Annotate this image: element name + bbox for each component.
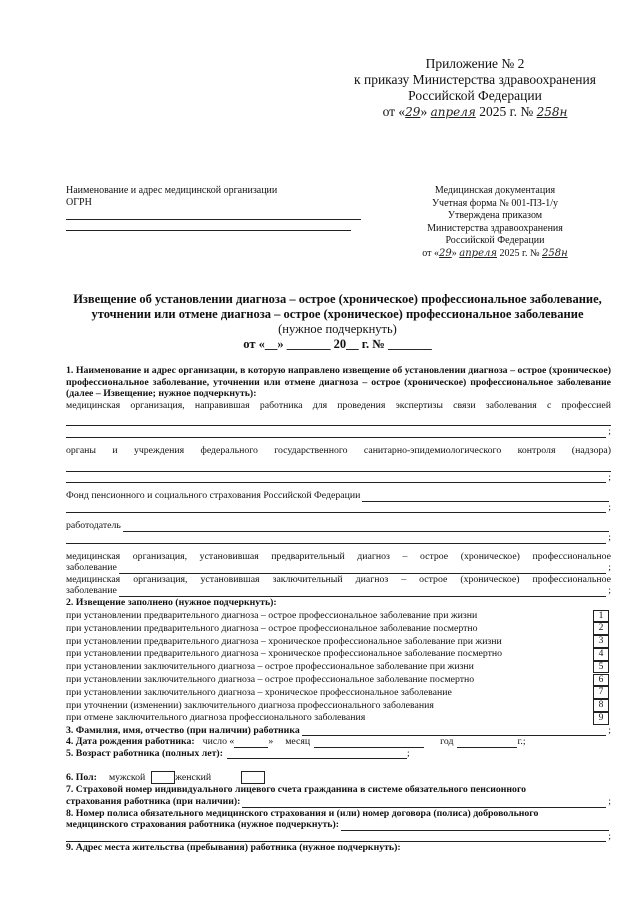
section-3-label: 3. Фамилия, имя, отчество (при наличии) работника [66,724,300,736]
org-name-label: Наименование и адрес медицинской организации [66,185,278,196]
item-3-field-a[interactable] [362,491,609,502]
gender-female-label: женский [175,772,212,784]
gender-male-label: мужской [108,772,146,784]
option-row[interactable]: при уточнении (изменении) заключительного диагноза профессионального заболевания 8 [66,699,611,712]
meddoc-handwritten-number: 258н [542,247,568,259]
title-line-2: уточнении или отмене диагноза – острое (хроническое) профессиональное заболевание [91,307,584,321]
gender-male-checkbox[interactable] [151,771,175,784]
option-number-box[interactable]: 3 [593,635,609,648]
option-number-box[interactable]: 5 [593,661,609,674]
option-number-box[interactable]: 2 [593,622,609,635]
section-1-item-2: органы и учреждения федерального государственного санитарно-эпидемиологического контроля (надзора) [66,444,611,456]
option-row[interactable]: при установлении предварительного диагноза – острое профессиональное заболевание при жизни 1 [66,610,611,623]
option-number-box[interactable]: 4 [593,648,609,661]
item-6-field[interactable] [119,586,606,597]
option-row[interactable]: при установлении заключительного диагноза – хроническое профессиональное заболевание 7 [66,686,611,699]
meddoc-line-1: Медицинская документация [434,185,556,196]
item-4-field-a[interactable] [123,521,609,532]
medical-doc-block [400,185,590,260]
gender-row [66,771,611,784]
section-1-item-1: медицинская организация, направившая работника для проведения экспертизы связи заболевания с профессией [66,399,611,411]
handwritten-month: апреля [430,105,476,119]
section-8-line-2: медицинского страхования работника (нужное подчеркнуть): [66,819,339,831]
meddoc-form-number: Учетная форма № 001-ПЗ-1/у [431,197,559,209]
appendix-date: от «29» апреля 2025 г. № 258н [382,104,568,119]
section-2-options [66,610,611,725]
section-9-label: 9. Адрес места жительства (пребывания) работника (нужное подчеркнуть): [66,842,401,854]
handwritten-number: 258н [536,105,568,119]
option-row[interactable]: при установлении заключительного диагноза – острое профессиональное заболевание при жизни 5 [66,661,611,674]
section-4-label: 4. Дата рождения работника: [66,736,195,748]
item-1-field-b[interactable] [66,427,606,438]
ogrn-label: ОГРН [66,197,92,208]
form-body: 1. Наименование и адрес организации, в которую направлено извещение об установлении диагноза – острое (хроническое) профессиональное заболевание, уточнении или отмене диагноза – острое (хроническое) профессиональное заболевание (далее – Извещение; нужное подчеркнуть): медицинская организация, направившая работника для проведения экспертизы связи заболевания с профессией ; органы и учреждения федерального государственного санитарно-эпидемиологического контроля (надзора) ; Фонд пенсионного и социального страхования Российской Федерации ; работодатель ; медицинская организация, установившая предварительный диагноз – острое (хроническое) профессиональное заболевание ; медицинская организация, установившая заключительный диагноз – острое (хроническое) профессиональное заболевание ; 2. Извещение заполнено (нужное подчеркнуть): при установлении предварительного диагноза – острое профессиональное заболевание при жизни 1 при установлении предварительного диагноза – острое профессиональное заболевание посмертно 2 при установлении предварительного диагноза – хроническое профессиональное заболевание при жизни 3 при установлении предварительного диагноза – хроническое профессиональное заболевание посмертно 4 при установлении заключительного диагноза – острое профессиональное заболевание при жизни 5 при установлении заключительного диагноза – острое профессиональное заболевание посмертно 6 при установлении заключительного диагноза – хроническое профессиональное заболевание 7 при уточнении (изменении) заключительного диагноза профессионального заболевания 8 при отмене заключительного диагноза профессионального заболевания 9 3. Фамилия, имя, отчество (при наличии) работника ; 4. Дата рождения работника: число « » месяц год г.; 5. Возраст работника (полных лет): ; 6. Пол: мужской женский 7. Страховой номер индивидуального лицевого счета гражданина в системе обязательного пенсионного страхования работника (при наличии): ; 8. Номер полиса обязательного медицинского страхования и (или) номер договора (полиса) добровольного медицинского страхования работника (нужное подчеркнуть): ; 9. Адрес места жительства (пребывания) работника (нужное подчеркнуть): [66,365,611,854]
section-1-item-4: работодатель [66,520,121,532]
section-7-line-1: 7. Страховой номер индивидуального лицевого счета гражданина в системе обязательного пенсионного [66,784,527,796]
age-field[interactable] [227,749,407,759]
title-line-1: Извещение об установлении диагноза – острое (хроническое) профессиональное заболевание, [73,292,602,306]
section-1-heading: 1. Наименование и адрес организации, в которую направлено извещение об установлении диагноза – острое (хроническое) профессиональное заболевание, уточнении или отмене диагноза – острое (хроническое) профессиональное заболевание (далее – Извещение; нужное подчеркнуть): [66,365,611,400]
option-row[interactable]: при отмене заключительного диагноза профессионального заболевания 9 [66,712,611,725]
meddoc-line-5: Российской Федерации [445,235,545,246]
section-7-line-2: страхования работника (при наличии): [66,796,241,808]
option-row[interactable]: при установлении предварительного диагноза – хроническое профессиональное заболевание при жизни 3 [66,635,611,648]
birth-month-field[interactable] [314,738,424,748]
option-row[interactable]: при установлении предварительного диагноза – острое профессиональное заболевание посмертно 2 [66,622,611,635]
handwritten-day: 29 [405,105,421,119]
item-4-field-b[interactable] [66,533,606,544]
section-2-heading: 2. Извещение заполнено (нужное подчеркнуть): [66,596,277,608]
option-number-box[interactable]: 7 [593,686,609,699]
appendix-line-3: Российской Федерации [408,88,542,103]
org-address-field[interactable] [66,220,351,231]
worker-name-field[interactable] [302,725,607,736]
document-title [60,292,615,352]
title-date-number: от «__» _______ 20__ г. № _______ [243,337,432,351]
meddoc-handwritten-day: 29 [439,247,452,259]
appendix-line-1: Приложение № 2 [425,56,525,71]
section-8-line-1: 8. Номер полиса обязательного медицинского страхования и (или) номер договора (полиса) добровольного [66,807,539,819]
org-name-block [66,185,366,231]
appendix-line-2: к приказу Министерства здравоохранения [354,72,596,87]
gender-female-checkbox[interactable] [241,771,265,784]
meddoc-handwritten-month: апреля [459,247,497,259]
option-number-box[interactable]: 6 [593,674,609,687]
birth-day-field[interactable] [234,738,268,748]
meddoc-line-3: Утверждена приказом [447,210,543,221]
item-2-field-b[interactable] [66,472,606,483]
section-5-label: 5. Возраст работника (полных лет): [66,747,223,759]
item-2-field-a[interactable] [66,458,611,472]
appendix-header [340,56,610,120]
item-1-field-a[interactable] [66,412,611,426]
section-1-item-6: медицинская организация, установившая заключительный диагноз – острое (хроническое) профессиональное [66,573,611,585]
meddoc-date: от «29» апреля 2025 г. № 258н [422,247,568,259]
insurance-field-b[interactable] [66,831,606,842]
item-5-field[interactable] [119,563,606,574]
org-name-field[interactable] [66,209,361,220]
insurance-field-a[interactable] [341,820,609,831]
option-number-box[interactable]: 8 [593,699,609,712]
birth-year-field[interactable] [457,738,517,748]
title-subtitle: (нужное подчеркнуть) [278,322,397,336]
section-1-item-3: Фонд пенсионного и социального страхования Российской Федерации [66,490,361,502]
option-number-box[interactable]: 1 [593,610,609,623]
snils-field[interactable] [242,797,606,808]
option-row[interactable]: при установлении заключительного диагноза – острое профессиональное заболевание посмертно 6 [66,673,611,686]
birthdate-row: 4. Дата рождения работника: число « » месяц год г.; [66,736,526,748]
item-3-field-b[interactable] [66,502,606,513]
section-1-item-5: медицинская организация, установившая предварительный диагноз – острое (хроническое) профессиональное [66,550,611,562]
option-number-box[interactable]: 9 [593,712,609,725]
option-row[interactable]: при установлении предварительного диагноза – хроническое профессиональное заболевание посмертно 4 [66,648,611,661]
meddoc-line-4: Министерства здравоохранения [427,222,563,234]
section-6-label: 6. Пол: [66,772,97,784]
